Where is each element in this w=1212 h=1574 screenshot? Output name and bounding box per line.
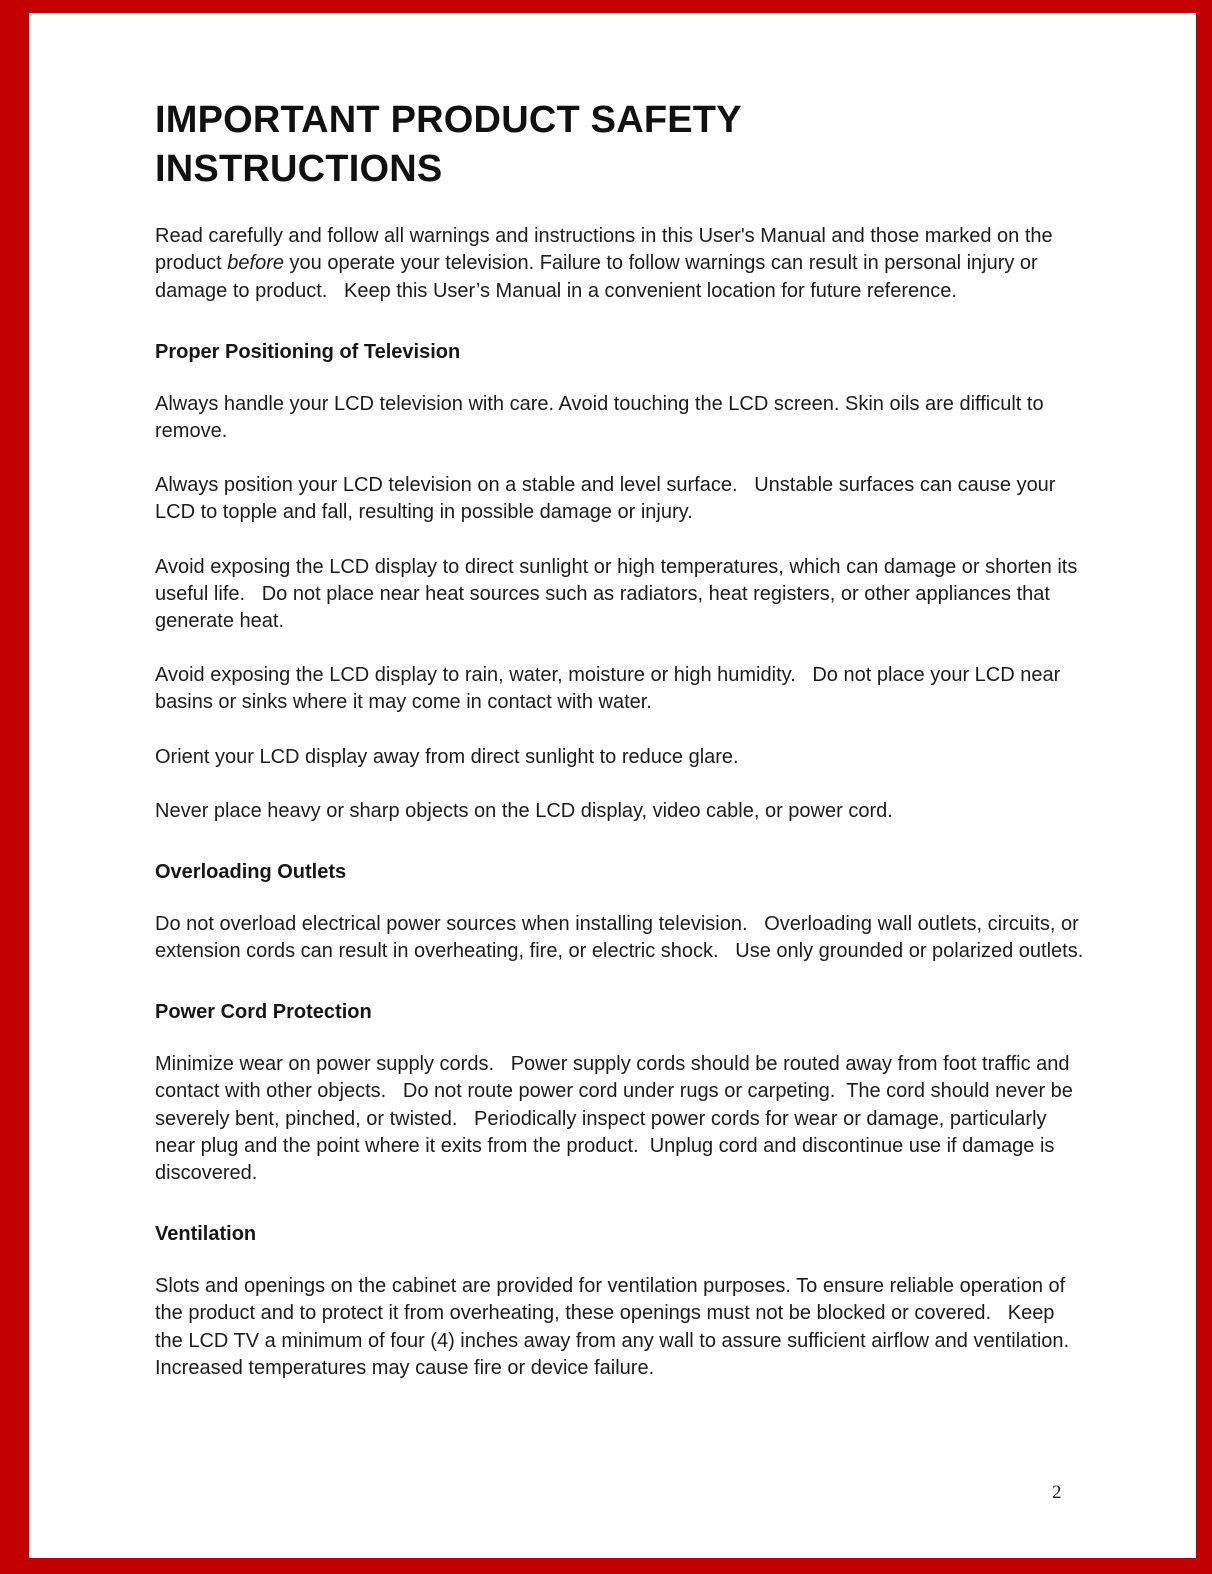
section-heading-ventilation: Ventilation	[155, 1223, 257, 1246]
intro-text-after-italic: you operate your television. Failure to follow warnings can result in personal injury or damage to product. Keep this User’s Manual in a convenient location for future reference.	[155, 252, 1044, 302]
intro-italic-word: before	[227, 252, 284, 275]
section-heading-overloading-outlets: Overloading Outlets	[155, 860, 347, 883]
paragraph: Never place heavy or sharp objects on the LCD display, video cable, or power cord.	[155, 799, 893, 822]
page-content	[155, 96, 1087, 1409]
paragraph: Always position your LCD television on a stable and level surface. Unstable surfaces can cause your LCD to topple and fall, resulting in possible damage or injury.	[155, 474, 1062, 524]
paragraph: Avoid exposing the LCD display to direct sunlight or high temperatures, which can damage or shorten its useful life. Do not place near heat sources such as radiators, heat registers, or other appliances that generate heat.	[155, 555, 1083, 632]
section-heading-proper-positioning: Proper Positioning of Television	[155, 340, 461, 363]
scan-border-left	[0, 0, 29, 1574]
paragraph: Minimize wear on power supply cords. Power supply cords should be routed away from foot traffic and contact with other objects. Do not route power cord under rugs or carpeting. The cord should never be severely bent, pinched, or twisted. Periodically inspect power cords for wear or damage, particularly near plug and the point where it exits from the product. Unplug cord and discontinue use if damage is discovered.	[155, 1053, 1079, 1184]
title-line-2: INSTRUCTIONS	[155, 147, 443, 190]
section-heading-power-cord-protection: Power Cord Protection	[155, 1001, 372, 1024]
title-line-1: IMPORTANT PRODUCT SAFETY	[155, 99, 742, 141]
paragraph: Orient your LCD display away from direct sunlight to reduce glare.	[155, 745, 739, 768]
scan-border-right	[1196, 0, 1212, 1574]
paragraph: Do not overload electrical power sources when installing television. Overloading wall outlets, circuits, or extension cords can result in overheating, fire, or electric shock. Use only grounded or polarized outlets.	[155, 912, 1085, 963]
page-title	[155, 96, 1087, 193]
paragraph: Avoid exposing the LCD display to rain, water, moisture or high humidity. Do not place your LCD near basins or sinks where it may come in contact with water.	[155, 664, 1066, 714]
intro-paragraph	[155, 223, 1087, 305]
scan-border-bottom	[0, 1558, 1212, 1574]
paragraph: Slots and openings on the cabinet are provided for ventilation purposes. To ensure reliable operation of the product and to protect it from overheating, these openings must not be blocked or covered. Keep the LCD TV a minimum of four (4) inches away from any wall to assure sufficient airflow and ventilation. Increased temperatures may cause fire or device failure.	[155, 1275, 1086, 1379]
paragraph: Always handle your LCD television with care. Avoid touching the LCD screen. Skin oils are difficult to remove.	[155, 392, 1050, 442]
scan-border-top	[0, 0, 1212, 13]
page-number: 2	[1052, 1482, 1062, 1503]
intro-text-before-italic: Read carefully and follow all warnings and instructions in this User's Manual and those marked on the product	[155, 225, 1059, 275]
